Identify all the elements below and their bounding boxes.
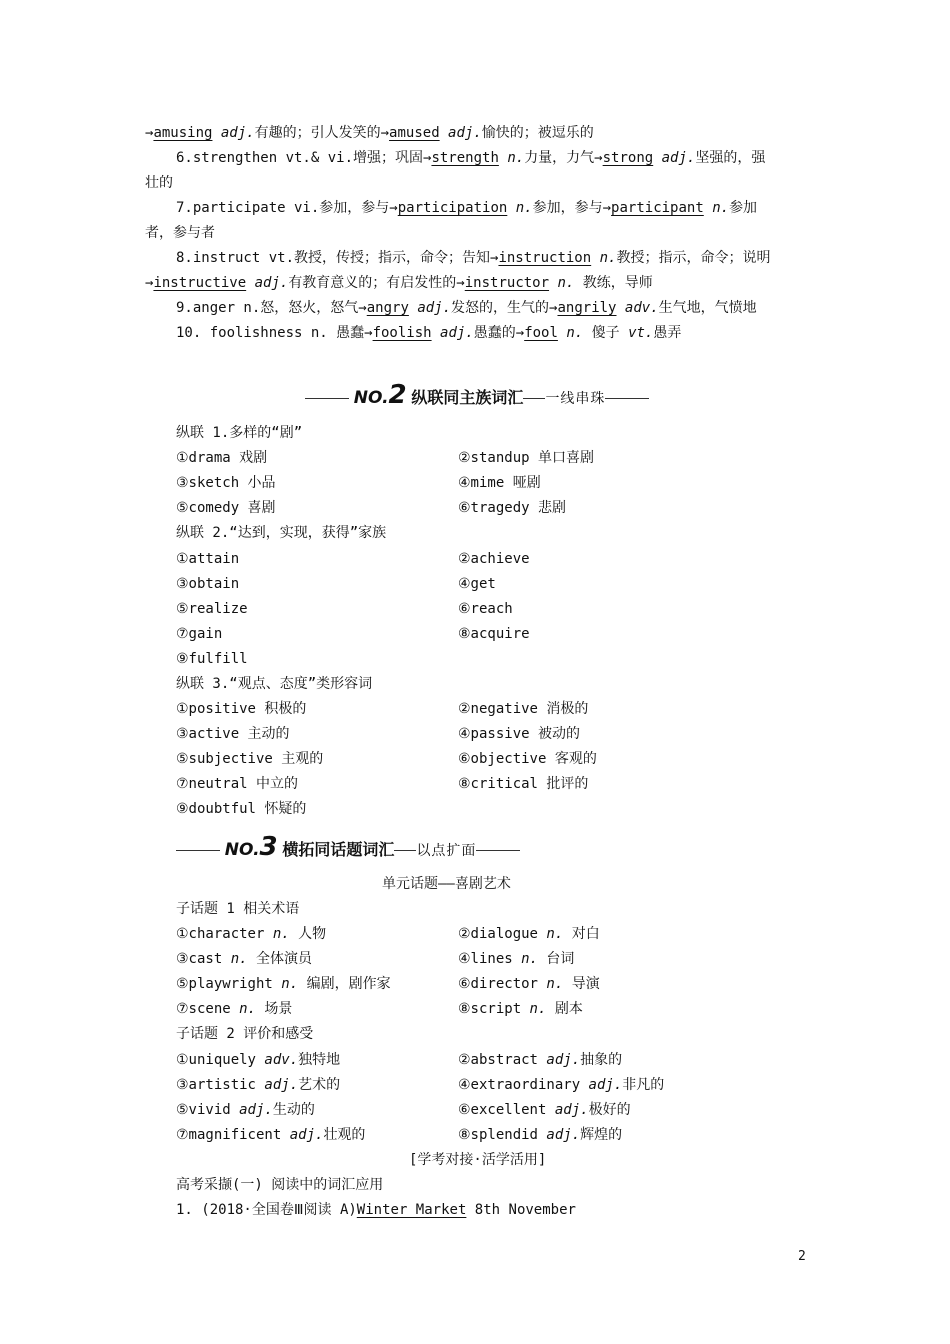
term-item: ⑦magnificent adj.壮观的	[176, 1127, 366, 1143]
term-item: ③artistic adj.艺术的	[176, 1077, 341, 1093]
section-number: 3	[259, 832, 278, 862]
list-item: ①attain	[176, 551, 240, 567]
term-item: ⑤vivid adj.生动的	[176, 1102, 315, 1118]
list-item: ③active 主动的	[176, 726, 290, 742]
list-item: ②standup 单口喜剧	[458, 450, 594, 466]
list-item: ③obtain	[176, 576, 240, 592]
question-line: 1. (2018·全国卷Ⅲ阅读 A)Winter Market 8th November	[176, 1202, 576, 1218]
section-title: 横拓同话题词汇	[282, 840, 395, 859]
list-item: ④get	[458, 576, 496, 592]
section-subtitle: 一线串珠	[545, 391, 606, 407]
list-item: ⑥objective 客观的	[458, 751, 597, 767]
term-item: ⑥director n. 导演	[458, 976, 600, 992]
subtopic-title: 子话题 1 相关术语	[176, 901, 300, 917]
text-line: 7.participate vi.参加，参与→participation n.参加，参与→participant n.参加	[176, 200, 758, 216]
subtopic-title: 子话题 2 评价和感受	[176, 1026, 314, 1042]
list-item: ③sketch 小品	[176, 475, 276, 491]
page-number: 2	[798, 1249, 806, 1264]
term-item: ②abstract adj.抽象的	[458, 1052, 623, 1068]
list-item: ①drama 戏剧	[176, 450, 268, 466]
section-subtitle: 以点扩面	[416, 843, 477, 859]
list-item: ⑨fulfill	[176, 651, 248, 667]
list-item: ②achieve	[458, 551, 530, 567]
list-item: ⑥reach	[458, 601, 513, 617]
unit-topic: 单元话题——喜剧艺术	[382, 876, 511, 892]
list-item: ⑤subjective 主观的	[176, 751, 324, 767]
list-item: ⑤realize	[176, 601, 248, 617]
term-item: ③cast n. 全体演员	[176, 951, 312, 967]
list-item: ①positive 积极的	[176, 701, 307, 717]
section-header-no2	[305, 380, 649, 410]
group-title: 纵联 3.“观点、态度”类形容词	[176, 676, 373, 692]
section-header-no3	[176, 832, 520, 862]
section-title: 纵联同主族词汇	[411, 388, 524, 407]
term-item: ⑧script n. 剧本	[458, 1001, 583, 1017]
term-item: ⑤playwright n. 编剧，剧作家	[176, 976, 391, 992]
term-item: ④lines n. 台词	[458, 951, 575, 967]
term-item: ⑧splendid adj.辉煌的	[458, 1127, 623, 1143]
text-line: 10. foolishness n. 愚蠢→foolish adj.愚蠢的→fool n. 傻子 vt.愚弄	[176, 325, 682, 341]
term-item: ②dialogue n. 对白	[458, 926, 600, 942]
text-line: 壮的	[145, 175, 173, 191]
text-line: 8.instruct vt.教授，传授；指示，命令；告知→instruction n.教授；指示，命令；说明	[176, 250, 771, 266]
list-item: ④passive 被动的	[458, 726, 580, 742]
text-line: 者，参与者	[145, 225, 215, 241]
list-item: ④mime 哑剧	[458, 475, 541, 491]
term-item: ⑥excellent adj.极好的	[458, 1102, 631, 1118]
list-item: ⑦neutral 中立的	[176, 776, 298, 792]
subsection-title: 高考采撷(一) 阅读中的词汇应用	[176, 1177, 384, 1193]
text-line: 9.anger n.怒，怒火，怒气→angry adj.发怒的，生气的→angrily adv.生气地，气愤地	[176, 300, 757, 316]
section-number: 2	[388, 380, 407, 410]
list-item: ②negative 消极的	[458, 701, 589, 717]
group-title: 纵联 2.“达到，实现，获得”家族	[176, 525, 387, 541]
list-item: ⑧acquire	[458, 626, 530, 642]
list-item: ⑥tragedy 悲剧	[458, 500, 566, 516]
term-item: ⑦scene n. 场景	[176, 1001, 293, 1017]
section-bracket-title: [学考对接·活学活用]	[409, 1152, 547, 1168]
section-no: NO.	[353, 388, 389, 408]
list-item: ⑤comedy 喜剧	[176, 500, 276, 516]
list-item: ⑨doubtful 怀疑的	[176, 801, 307, 817]
term-item: ④extraordinary adj.非凡的	[458, 1077, 665, 1093]
term-item: ①uniquely adv.独特地	[176, 1052, 341, 1068]
text-line: →instructive adj.有教育意义的；有启发性的→instructor n. 教练，导师	[145, 275, 653, 291]
section-no: NO.	[224, 840, 260, 860]
text-line: 6.strengthen vt.& vi.增强；巩固→strength n.力量，力气→strong adj.坚强的，强	[176, 150, 766, 166]
list-item: ⑦gain	[176, 626, 223, 642]
text-line: →amusing adj.有趣的；引人发笑的→amused adj.愉快的；被逗乐的	[145, 125, 594, 141]
term-item: ①character n. 人物	[176, 926, 327, 942]
list-item: ⑧critical 批评的	[458, 776, 589, 792]
group-title: 纵联 1.多样的“剧”	[176, 425, 303, 441]
